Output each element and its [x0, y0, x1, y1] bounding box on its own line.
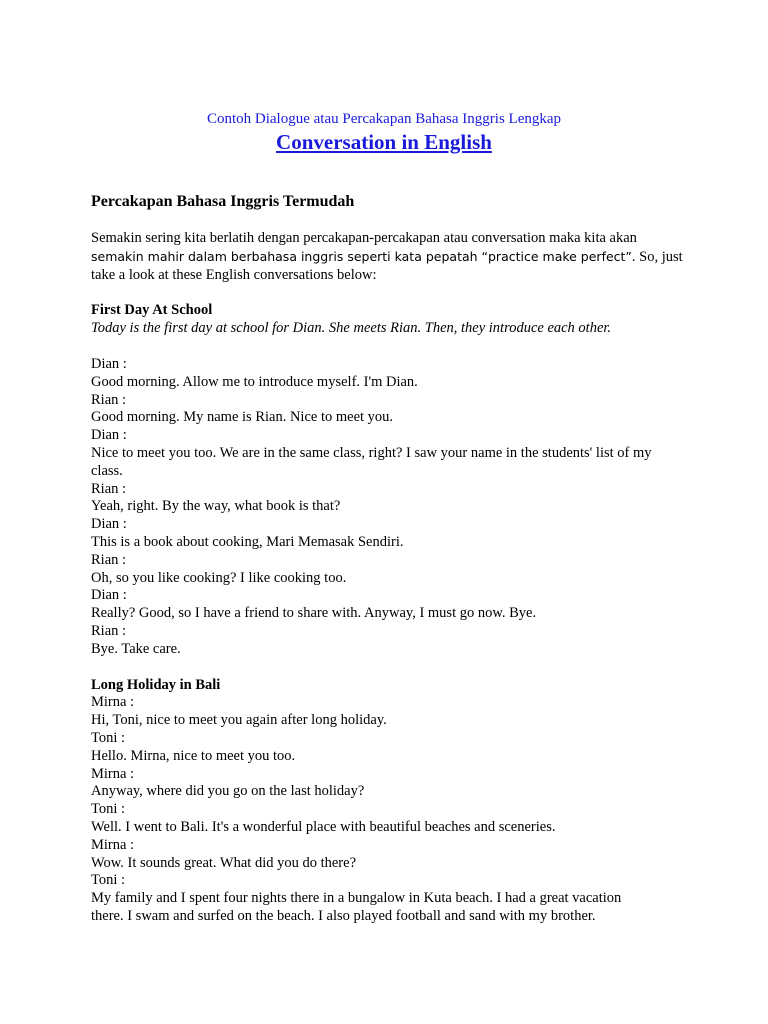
dialogue-line: Toni : [91, 801, 126, 818]
dialogue-line: Dian : [91, 355, 127, 372]
document-title: Conversation in English [276, 130, 492, 154]
dialogue-line: Hello. Mirna, nice to meet you too. [91, 747, 296, 764]
dialogue-line: Toni : [91, 872, 126, 889]
intro-line: take a look at these English conversations below: [91, 266, 377, 283]
dialogue-line: Nice to meet you too. We are in the same class, right? I saw your name in the students' list of my [91, 444, 652, 461]
dialogue-line: Dian : [91, 427, 127, 444]
dialogue-line: Rian : [91, 391, 127, 408]
intro-paragraph [91, 230, 691, 284]
intro-line: Semakin sering kita berlatih dengan percakapan-percakapan atau conversation maka kita akan [91, 230, 637, 246]
dialogue [91, 694, 691, 925]
section-title: Long Holiday in Bali [91, 676, 221, 693]
dialogue-line: Well. I went to Bali. It's a wonderful place with beautiful beaches and sceneries. [91, 818, 556, 835]
dialogue-line: Good morning. Allow me to introduce myself. I'm Dian. [91, 373, 418, 390]
dialogue [91, 356, 691, 659]
section-first-day-at-school [91, 302, 691, 658]
dialogue-line: Anyway, where did you go on the last holiday? [91, 783, 365, 800]
dialogue-line: Yeah, right. By the way, what book is that? [91, 498, 341, 515]
dialogue-line: Toni : [91, 729, 126, 746]
dialogue-line: Rian : [91, 480, 127, 497]
dialogue-line: Bye. Take care. [91, 640, 181, 657]
section-lede: Today is the first day at school for Dian. She meets Rian. Then, they introduce each other. [91, 320, 612, 337]
dialogue-line: Mirna : [91, 694, 135, 711]
dialogue-line: there. I swam and surfed on the beach. I also played football and sand with my brother. [91, 907, 596, 924]
dialogue-line: Good morning. My name is Rian. Nice to meet you. [91, 409, 394, 426]
dialogue-line: Oh, so you like cooking? I like cooking too. [91, 569, 347, 586]
dialogue-line: Dian : [91, 516, 127, 533]
document-subtitle: Contoh Dialogue atau Percakapan Bahasa Inggris Lengkap [206, 111, 562, 127]
dialogue-line: Rian : [91, 622, 127, 639]
section-long-holiday-in-bali [91, 677, 691, 926]
section-title: First Day At School [91, 302, 213, 319]
dialogue-line: Really? Good, so I have a friend to share with. Anyway, I must go now. Bye. [91, 605, 537, 622]
dialogue-line: Dian : [91, 587, 127, 604]
dialogue-line: Wow. It sounds great. What did you do there? [91, 854, 357, 871]
dialogue-line: Rian : [91, 551, 127, 568]
dialogue-line: My family and I spent four nights there in a bungalow in Kuta beach. I had a great vacation [91, 890, 622, 907]
dialogue-line: class. [91, 462, 123, 479]
intro-sans-text: semakin mahir dalam berbahasa inggris seperti kata pepatah “practice make perfect” [91, 248, 632, 264]
dialogue-line: This is a book about cooking, Mari Memasak Sendiri. [91, 533, 404, 550]
dialogue-line: Mirna : [91, 765, 135, 782]
intro-line [91, 248, 691, 267]
intro-text: . So, just [631, 248, 683, 265]
main-heading: Percakapan Bahasa Inggris Termudah [91, 193, 355, 210]
dialogue-line: Mirna : [91, 836, 135, 853]
document-body [91, 192, 691, 926]
dialogue-line: Hi, Toni, nice to meet you again after long holiday. [91, 712, 387, 729]
